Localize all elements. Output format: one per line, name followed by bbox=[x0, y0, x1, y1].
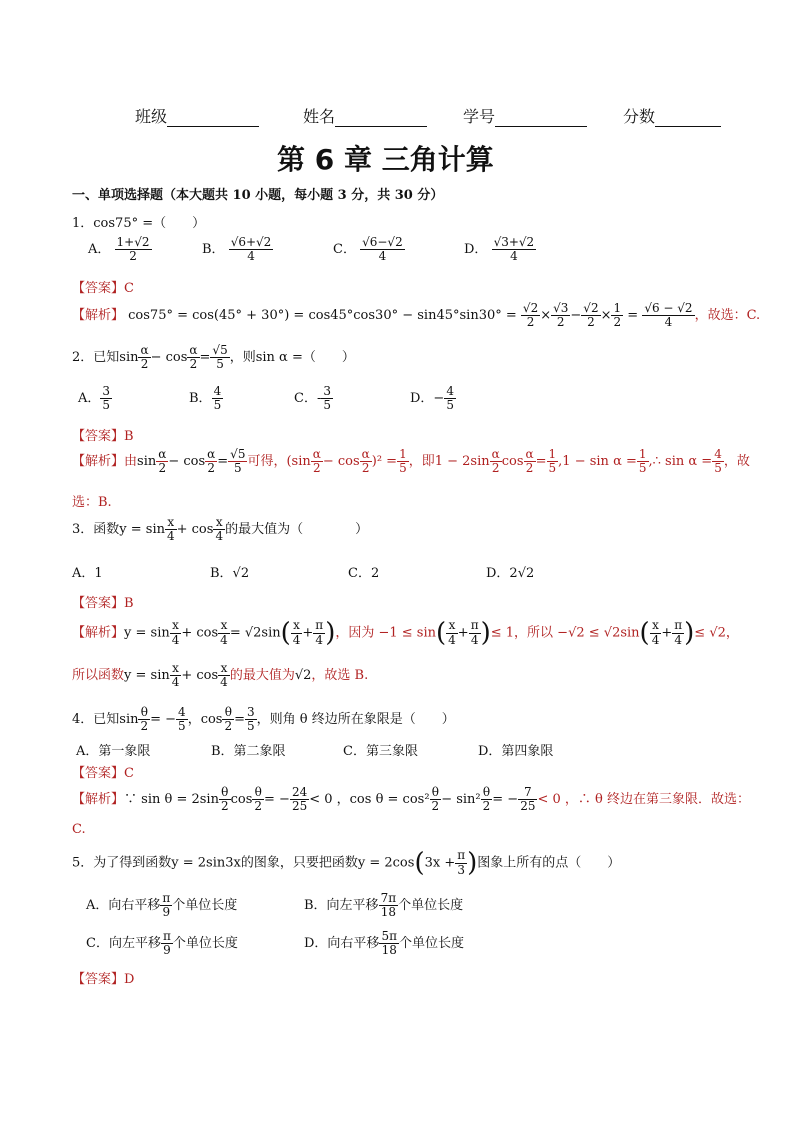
fraction: $\frac{\pi}{4}$ bbox=[674, 618, 683, 647]
fraction: $\frac{x}{4}$ bbox=[171, 618, 180, 647]
fraction: $\frac{1+√2}{2}$ bbox=[116, 235, 150, 264]
fraction: $\frac{\pi}{9}$ bbox=[162, 891, 171, 920]
fraction: $\frac{√6-√2}{4}$ bbox=[362, 235, 403, 264]
fraction: $\frac{\pi}{9}$ bbox=[162, 929, 171, 958]
q4-option-c[interactable]: C．第三象限 bbox=[343, 744, 418, 759]
fraction: $\frac{\alpha}{2}$ bbox=[140, 343, 149, 372]
fraction: $\frac{√6 - √2}{4}$ bbox=[644, 301, 693, 330]
fraction: $\frac{\alpha}{2}$ bbox=[491, 447, 500, 476]
q5-option-c[interactable]: C．向左平移 $\frac{\pi}{9}$ 个单位长度 bbox=[86, 929, 238, 958]
fraction: $\frac{4}{5}$ bbox=[446, 384, 454, 413]
fraction: $\frac{7\pi}{18}$ bbox=[380, 891, 397, 920]
fraction: $\frac{7}{25}$ bbox=[520, 785, 536, 814]
fraction: $\frac{\pi}{4}$ bbox=[315, 618, 324, 647]
q2-option-a[interactable]: A． $\frac{3}{5}$ bbox=[78, 384, 111, 413]
q2-option-d[interactable]: D．− $\frac{4}{5}$ bbox=[410, 384, 454, 413]
q3-analysis-cont: 所以函数y = sin $\frac{x}{4}$ + cos $\frac{x}{4}$ 的最大值为√2，故选 B. bbox=[72, 661, 369, 690]
fraction: $\frac{3}{5}$ bbox=[247, 705, 255, 734]
fraction: $\frac{3}{5}$ bbox=[323, 384, 331, 413]
q2-option-b[interactable]: B． $\frac{4}{5}$ bbox=[189, 384, 222, 413]
q2-answer: 【答案】B bbox=[72, 429, 134, 444]
score-blank[interactable] bbox=[655, 110, 721, 127]
fraction: $\frac{\pi}{4}$ bbox=[470, 618, 479, 647]
q3-option-a[interactable]: A．1 bbox=[72, 566, 103, 581]
q4-analysis-cont: C. bbox=[72, 822, 86, 837]
fraction: $\frac{x}{4}$ bbox=[215, 515, 224, 544]
q1-option-c[interactable]: C． $\frac{√6-√2}{4}$ bbox=[333, 235, 403, 264]
fraction: $\frac{√6+√2}{4}$ bbox=[230, 235, 272, 264]
fraction: $\frac{4}{5}$ bbox=[178, 705, 186, 734]
fraction: $\frac{5\pi}{18}$ bbox=[381, 929, 397, 958]
q4-option-d[interactable]: D．第四象限 bbox=[478, 744, 554, 759]
q4-analysis: 【解析】∵ sin θ = 2sin $\frac{\theta}{2}$ cos $\frac{\theta}{2}$ = − $\frac{24}{25}$ < 0 ，cos θ = cos² $\frac{\theta}{2}$ − sin² $\frac{\theta}{2}$ = − $\frac{7}{25}$ < 0 ，∴ θ 终边在第三象限．故选： bbox=[72, 785, 751, 814]
fraction: $\frac{\theta}{2}$ bbox=[140, 705, 149, 734]
q2-option-c[interactable]: C．- $\frac{3}{5}$ bbox=[294, 384, 331, 413]
fraction: $\frac{x}{4}$ bbox=[448, 618, 456, 647]
fraction: $\frac{1}{5}$ bbox=[548, 447, 557, 476]
fraction: $\frac{\theta}{2}$ bbox=[431, 785, 440, 814]
q3-option-b[interactable]: B．√2 bbox=[210, 566, 250, 581]
q1-answer: 【答案】C bbox=[72, 281, 134, 296]
fraction: $\frac{√2}{2}$ bbox=[522, 301, 539, 330]
fraction: $\frac{24}{25}$ bbox=[291, 785, 308, 814]
fraction: $\frac{√3}{2}$ bbox=[553, 301, 569, 330]
class-blank[interactable] bbox=[167, 110, 259, 127]
fraction: $\frac{\alpha}{2}$ bbox=[207, 447, 216, 476]
score-label: 分数 bbox=[623, 107, 656, 126]
q3-option-d[interactable]: D．2√2 bbox=[486, 566, 535, 581]
fraction: $\frac{4}{5}$ bbox=[714, 447, 722, 476]
name-label: 姓名 bbox=[303, 107, 336, 126]
class-label: 班级 bbox=[135, 107, 168, 126]
q5-stem: 5．为了得到函数y = 2sin3x的图象，只要把函数y = 2cos(3x + $\frac{\pi}{3}$ )图象上所有的点（ ） bbox=[72, 848, 621, 878]
fraction: $\frac{\theta}{2}$ bbox=[254, 785, 263, 814]
fraction: $\frac{\theta}{2}$ bbox=[220, 785, 229, 814]
fraction: $\frac{x}{4}$ bbox=[292, 618, 301, 647]
q2-analysis: 【解析】由sin $\frac{\alpha}{2}$ − cos $\frac{\alpha}{2}$ = $\frac{√5}{5}$ 可得，(sin $\frac{\alpha}{2}$ − cos $\frac{\alpha}{2}$ )² = $\frac{1}{5}$ ，即1 − 2sin $\frac{\alpha}{2}$ cos $\frac{\alpha}{2}$ = $\frac{1}{5}$ ,1 − sin α = $\frac{1}{5}$ ,∴ sin α = $\frac{4}{5}$ ，故 bbox=[72, 447, 750, 476]
q4-option-a[interactable]: A．第一象限 bbox=[76, 744, 151, 759]
q5-answer: 【答案】D bbox=[72, 972, 135, 987]
q4-option-b[interactable]: B．第二象限 bbox=[211, 744, 286, 759]
fraction: $\frac{\alpha}{2}$ bbox=[189, 343, 198, 372]
fraction: $\frac{\alpha}{2}$ bbox=[312, 447, 321, 476]
q2-analysis-cont: 选：B. bbox=[72, 495, 112, 510]
q1-option-a[interactable]: A． $\frac{1+√2}{2}$ bbox=[88, 235, 150, 264]
q1-option-d[interactable]: D． $\frac{√3+√2}{4}$ bbox=[464, 235, 535, 264]
fraction: $\frac{\theta}{2}$ bbox=[224, 705, 233, 734]
id-blank[interactable] bbox=[495, 110, 587, 127]
fraction: $\frac{√3+√2}{4}$ bbox=[493, 235, 535, 264]
q1-stem: 1．cos75° =（ ） bbox=[72, 216, 206, 231]
q1-analysis: 【解析】 cos75° = cos(45° + 30°) = cos45°cos30° − sin45°sin30° = $\frac{√2}{2}$ × $\frac{√3}{2}$ − $\frac{√2}{2}$ × $\frac{1}{2}$ = $\frac{√6 - √2}{4}$ ，故选：C. bbox=[72, 301, 761, 330]
fraction: $\frac{x}{4}$ bbox=[220, 661, 228, 690]
fraction: $\frac{\theta}{2}$ bbox=[482, 785, 491, 814]
fraction: $\frac{x}{4}$ bbox=[171, 661, 180, 690]
q3-option-c[interactable]: C．2 bbox=[348, 566, 380, 581]
page-title: 第 6 章 三角计算 bbox=[277, 143, 494, 176]
fraction: $\frac{x}{4}$ bbox=[651, 618, 660, 647]
q5-option-a[interactable]: A．向右平移 $\frac{\pi}{9}$ 个单位长度 bbox=[86, 891, 238, 920]
section-heading: 一、单项选择题（本大题共 10 小题，每小题 3 分，共 30 分） bbox=[72, 188, 444, 203]
header-line bbox=[135, 104, 259, 127]
q3-analysis: 【解析】y = sin $\frac{x}{4}$ + cos $\frac{x}{4}$ = √2sin( $\frac{x}{4}$ + $\frac{\pi}{4}$ )，因为 −1 ≤ sin( $\frac{x}{4}$ + $\frac{\pi}{4}$ )≤ 1，所以 −√2 ≤ √2sin( $\frac{x}{4}$ + $\frac{\pi}{4}$ )≤ √2， bbox=[72, 618, 739, 648]
fraction: $\frac{\alpha}{2}$ bbox=[525, 447, 534, 476]
name-blank[interactable] bbox=[335, 110, 427, 127]
fraction: $\frac{4}{5}$ bbox=[213, 384, 222, 413]
q4-stem: 4．已知sin $\frac{\theta}{2}$ = − $\frac{4}{5}$ ，cos $\frac{\theta}{2}$ = $\frac{3}{5}$ ，则角 θ 终边所在象限是（ ） bbox=[72, 705, 455, 734]
fraction: $\frac{1}{5}$ bbox=[638, 447, 647, 476]
fraction: $\frac{\pi}{3}$ bbox=[457, 848, 466, 877]
id-field bbox=[463, 104, 587, 127]
id-label: 学号 bbox=[463, 107, 496, 126]
score-field bbox=[623, 104, 721, 127]
q3-answer: 【答案】B bbox=[72, 596, 134, 611]
fraction: $\frac{1}{2}$ bbox=[613, 301, 622, 330]
fraction: $\frac{\alpha}{2}$ bbox=[361, 447, 370, 476]
fraction: $\frac{√5}{5}$ bbox=[212, 343, 228, 372]
fraction: $\frac{x}{4}$ bbox=[166, 515, 175, 544]
name-field bbox=[303, 104, 427, 127]
q3-stem: 3．函数y = sin $\frac{x}{4}$ + cos $\frac{x}{4}$ 的最大值为（ ） bbox=[72, 515, 369, 544]
q4-answer: 【答案】C bbox=[72, 766, 134, 781]
fraction: $\frac{\alpha}{2}$ bbox=[158, 447, 167, 476]
q1-option-b[interactable]: B． $\frac{√6+√2}{4}$ bbox=[202, 235, 272, 264]
fraction: $\frac{x}{4}$ bbox=[220, 618, 228, 647]
q5-option-d[interactable]: D．向右平移 $\frac{5\pi}{18}$ 个单位长度 bbox=[304, 929, 464, 958]
fraction: $\frac{3}{5}$ bbox=[102, 384, 111, 413]
fraction: $\frac{√2}{2}$ bbox=[583, 301, 599, 330]
fraction: $\frac{√5}{5}$ bbox=[230, 447, 246, 476]
fraction: $\frac{1}{5}$ bbox=[399, 447, 407, 476]
q2-stem: 2．已知sin $\frac{\alpha}{2}$ − cos $\frac{\alpha}{2}$ = $\frac{√5}{5}$ ，则sin α =（ ） bbox=[72, 343, 355, 372]
q5-option-b[interactable]: B．向左平移 $\frac{7\pi}{18}$ 个单位长度 bbox=[304, 891, 464, 920]
